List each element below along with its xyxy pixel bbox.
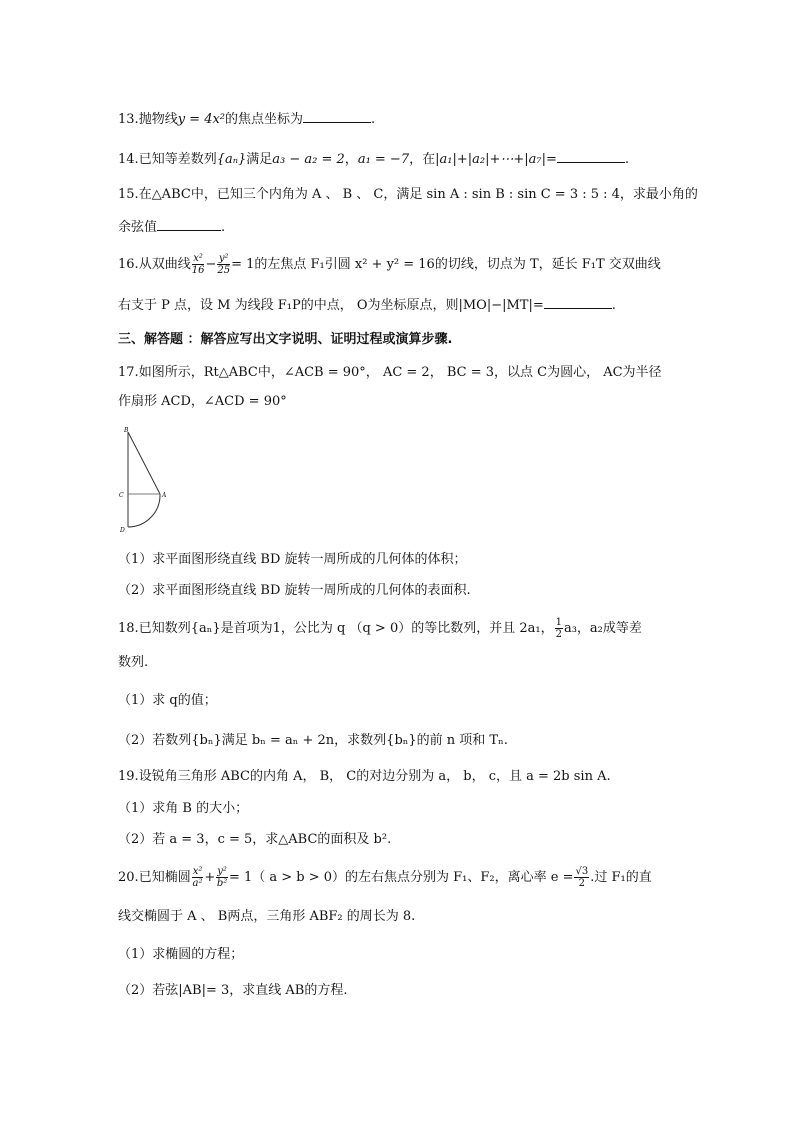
math-expression: y = 4x² bbox=[177, 112, 226, 127]
problem-text: 如图所示，Rt△ABC中，∠ACB = 90°， AC = 2， BC = 3，以点 C为圆心， AC为半径 bbox=[138, 365, 662, 380]
fraction-numerator: y² bbox=[218, 253, 229, 264]
problem-14 bbox=[118, 150, 629, 169]
problem-number: 16. bbox=[118, 257, 139, 272]
punctuation: . bbox=[624, 152, 630, 167]
problem-text: a₃，a₂成等差 bbox=[563, 621, 642, 636]
problem-19-question-1: （1）求角 B 的大小； bbox=[118, 801, 249, 816]
math-expression: |a₁|+|a₂|+⋯+|a₇|= bbox=[435, 152, 557, 167]
problem-20-question-1: （1）求椭圆的方程； bbox=[118, 947, 244, 962]
problem-18-line-1 bbox=[118, 617, 642, 640]
problem-text: 右支于 P 点，设 M 为线段 F₁P的中点， O为坐标原点，则|MO|−|MT|= bbox=[118, 298, 544, 313]
label-A: A bbox=[162, 492, 167, 499]
problem-text: 设锐角三角形 ABC的内角 A， B， C的对边分别为 a， b， c，且 a = 2b sin A. bbox=[138, 769, 611, 784]
fraction bbox=[192, 253, 205, 276]
operator: − bbox=[205, 257, 217, 272]
punctuation: . bbox=[371, 112, 376, 127]
problem-20-line-2: 线交椭圆于 A 、 B两点，三角形 ABF₂ 的周长为 8. bbox=[118, 909, 416, 924]
problem-text: 在△ABC中，已知三个内角为 A 、 B 、 C，满足 sin A : sin B : sin C = 3 : 5 : 4，求最小角的 bbox=[138, 187, 698, 202]
fraction bbox=[555, 617, 563, 640]
fraction-numerator: x² bbox=[193, 253, 203, 264]
sector-triangle-figure bbox=[116, 424, 172, 536]
problem-20-line-1 bbox=[118, 866, 652, 889]
problem-text: 满足 bbox=[246, 152, 273, 167]
fraction-denominator: 2 bbox=[578, 878, 586, 889]
problem-20-question-2: （2）若弦|AB|= 3，求直线 AB的方程. bbox=[118, 983, 348, 998]
fraction bbox=[192, 866, 204, 889]
fraction-numerator: 1 bbox=[555, 617, 562, 628]
problem-number: 17. bbox=[118, 365, 139, 380]
problem-18-line-2: 数列. bbox=[118, 655, 149, 670]
problem-17-line-2: 作扇形 ACD，∠ACD = 90° bbox=[118, 394, 287, 409]
problem-text: = 1（ a > b > 0）的左右焦点分别为 F₁、F₂，离心率 e = bbox=[228, 870, 574, 885]
problem-number: 18. bbox=[118, 621, 139, 636]
math-expression: a₃ − a₂ = 2 bbox=[272, 152, 345, 167]
problem-text: 的焦点坐标为 bbox=[225, 112, 304, 127]
problem-text: 已知椭圆 bbox=[138, 870, 191, 885]
problem-17-question-1: （1）求平面图形绕直线 BD 旋转一周所成的几何体的体积； bbox=[118, 552, 467, 567]
problem-text: 从双曲线 bbox=[138, 257, 191, 272]
problem-number: 19. bbox=[118, 769, 139, 784]
problem-19-line-1 bbox=[118, 768, 611, 786]
problem-16-line-2 bbox=[118, 296, 616, 315]
fraction-numerator: x² bbox=[192, 866, 203, 877]
problem-15-line-1 bbox=[118, 186, 698, 204]
answer-blank[interactable] bbox=[303, 110, 371, 123]
problem-text: .过 F₁的直 bbox=[590, 870, 652, 885]
problem-17-line-1 bbox=[118, 364, 662, 382]
problem-text: = 1的左焦点 F₁引圆 x² + y² = 16的切线，切点为 T，延长 F₁T 交双曲线 bbox=[231, 257, 661, 272]
problem-number: 15. bbox=[118, 187, 139, 202]
label-B: B bbox=[124, 427, 129, 434]
label-C: C bbox=[119, 492, 124, 499]
math-expression: {aₙ} bbox=[216, 152, 247, 167]
section-heading: 三、解答题 ：解答应写出文字说明、证明过程或演算步骤. bbox=[118, 332, 453, 347]
fraction-denominator: 25 bbox=[217, 265, 231, 276]
fraction bbox=[574, 866, 589, 889]
problem-number: 20. bbox=[118, 870, 139, 885]
fraction bbox=[216, 866, 228, 889]
punctuation: . bbox=[611, 298, 616, 313]
problem-13 bbox=[118, 110, 375, 129]
punctuation: ， bbox=[344, 152, 358, 167]
problem-16-line-1 bbox=[118, 253, 661, 276]
answer-blank[interactable] bbox=[557, 150, 625, 163]
fraction-denominator: 16 bbox=[191, 265, 205, 276]
problem-text: 余弦值 bbox=[118, 220, 158, 235]
problem-text: 抛物线 bbox=[138, 112, 178, 127]
problem-15-line-2 bbox=[118, 218, 225, 237]
problem-number: 14. bbox=[118, 152, 139, 167]
answer-blank[interactable] bbox=[544, 296, 612, 309]
answer-blank[interactable] bbox=[157, 218, 221, 231]
fraction-denominator: 2 bbox=[555, 629, 562, 640]
problem-text: 已知等差数列 bbox=[138, 152, 217, 167]
fraction-numerator: √3 bbox=[575, 866, 589, 877]
problem-text: ，在 bbox=[409, 152, 436, 167]
problem-19-question-2: （2）若 a = 3，c = 5，求△ABC的面积及 b². bbox=[118, 832, 392, 847]
problem-number: 13. bbox=[118, 112, 139, 127]
fraction bbox=[217, 253, 230, 276]
problem-18-question-1: （1）求 q的值； bbox=[118, 693, 217, 708]
operator: + bbox=[204, 870, 216, 885]
fraction-numerator: y² bbox=[217, 866, 227, 877]
label-D: D bbox=[120, 527, 125, 534]
problem-text: 已知数列{aₙ}是首项为1，公比为 q （q > 0）的等比数列，并且 2a₁， bbox=[138, 621, 554, 636]
problem-17-question-2: （2）求平面图形绕直线 BD 旋转一周所成的几何体的表面积. bbox=[118, 583, 471, 598]
punctuation: . bbox=[221, 220, 226, 235]
math-expression: a₁ = −7 bbox=[357, 152, 410, 167]
problem-18-question-2: （2）若数列{bₙ}满足 bₙ = aₙ + 2n，求数列{bₙ}的前 n 项和 Tₙ. bbox=[118, 733, 508, 748]
fraction-denominator: b² bbox=[216, 878, 228, 889]
fraction-denominator: a² bbox=[192, 878, 203, 889]
